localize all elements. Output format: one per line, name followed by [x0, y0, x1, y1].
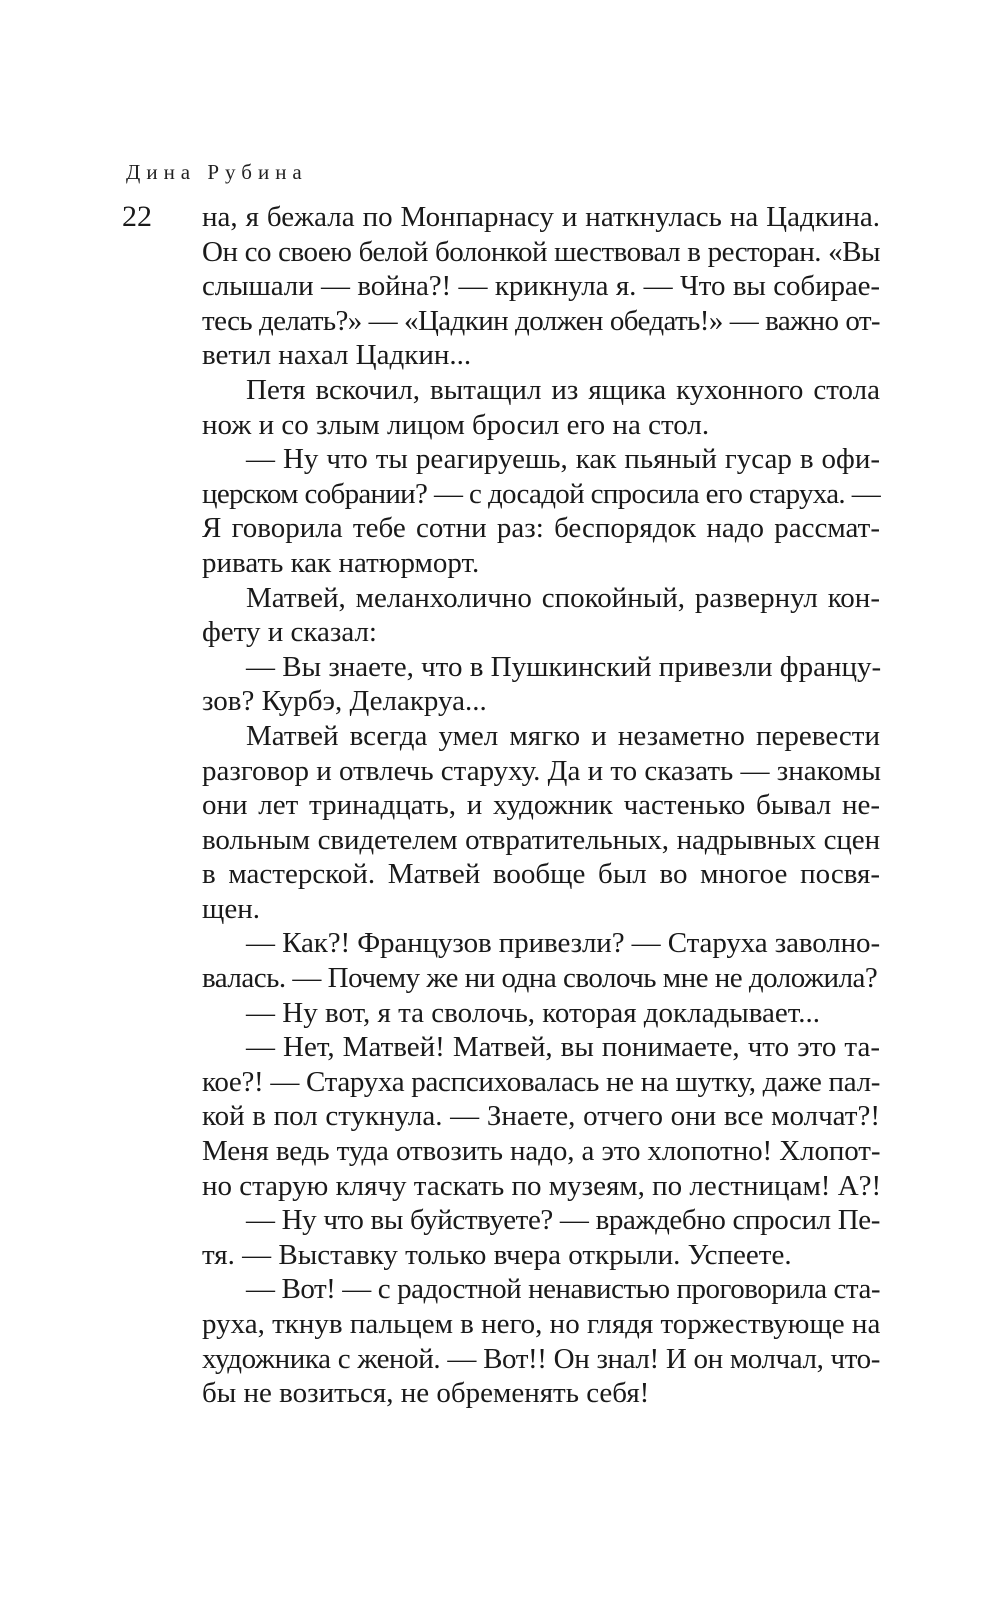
text-line: ривать как натюрморт. — [202, 546, 480, 579]
text-line: тесь делать?» — «Цадкин должен обедать!» — важно от- — [202, 304, 880, 337]
text-line: Я говорила тебе сотни раз: беспорядок надо рассмат- — [202, 512, 880, 545]
text-line: — Нет, Матвей! Матвей, вы понимаете, что это та- — [246, 1031, 880, 1064]
text-line: руха, ткнув пальцем в него, но глядя торжествующе на — [202, 1308, 881, 1340]
text-line: но старую клячу таскать по музеям, по лестницам! А?! — [202, 1169, 882, 1202]
text-line: церском собрании? — с досадой спросила его старуха. — — [202, 477, 880, 510]
text-line: кой в пол стукнула. — Знаете, отчего они все молчат?! — [202, 1100, 880, 1133]
text-line: ветил нахал Цадкин... — [202, 339, 472, 372]
text-line: зов? Курбэ, Делакруа... — [202, 685, 487, 718]
text-line: Петя вскочил, вытащил из ящика кухонного стола — [246, 373, 880, 406]
text-line: — Как?! Французов привезли? — Старуха заволно- — [246, 927, 880, 960]
text-line: на, я бежала по Монпарнасу и наткнулась на Цадкина. — [202, 201, 880, 233]
text-line: кое?! — Старуха распсиховалась не на шутку, даже пал- — [202, 1065, 881, 1098]
text-line: — Ну что вы буйствуете? — враждебно спросил Пе- — [246, 1204, 880, 1237]
text-line: — Вот! — с радостной ненавистью проговорила ста- — [246, 1273, 880, 1306]
text-line: — Ну что ты реагируешь, как пьяный гусар в офи- — [246, 443, 880, 476]
text-line: Меня ведь туда отвозить надо, а это хлопотно! Хлопот- — [202, 1135, 881, 1168]
text-line: Он со своею белой болонкой шествовал в ресторан. «Вы — [202, 235, 880, 268]
text-line: Матвей всегда умел мягко и незаметно перевести — [246, 719, 880, 752]
text-line: слышали — война?! — крикнула я. — Что вы собирае- — [202, 270, 880, 303]
text-line: — Вы знаете, что в Пушкинский привезли францу- — [246, 650, 882, 683]
text-line: бы не возиться, не обременять себя! — [202, 1377, 650, 1410]
running-head-author: Дина Рубина — [126, 160, 308, 184]
text-line: — Ну вот, я та сволочь, которая докладывает... — [246, 996, 821, 1029]
text-line: Матвей, меланхолично спокойный, развернул кон- — [246, 581, 880, 614]
text-line: валась. — Почему же ни одна сволочь мне не доложила? — [202, 962, 878, 995]
text-line: фету и сказал: — [202, 616, 377, 649]
body-text — [202, 200, 880, 1411]
text-line: разговор и отвлечь старуху. Да и то сказать — знакомы — [202, 754, 882, 787]
text-line: они лет тринадцать, и художник частенько бывал не- — [202, 789, 880, 822]
text-line: в мастерской. Матвей вообще был во многое посвя- — [202, 858, 880, 891]
page-number: 22 — [122, 200, 152, 233]
text-line: нож и со злым лицом бросил его на стол. — [202, 408, 710, 441]
text-line: вольным свидетелем отвратительных, надрывных сцен — [202, 823, 880, 856]
text-line: тя. — Выставку только вчера открыли. Успеете. — [202, 1238, 792, 1271]
text-line: щен. — [202, 892, 260, 925]
text-line: художника с женой. — Вот!! Он знал! И он молчал, что- — [202, 1342, 880, 1375]
